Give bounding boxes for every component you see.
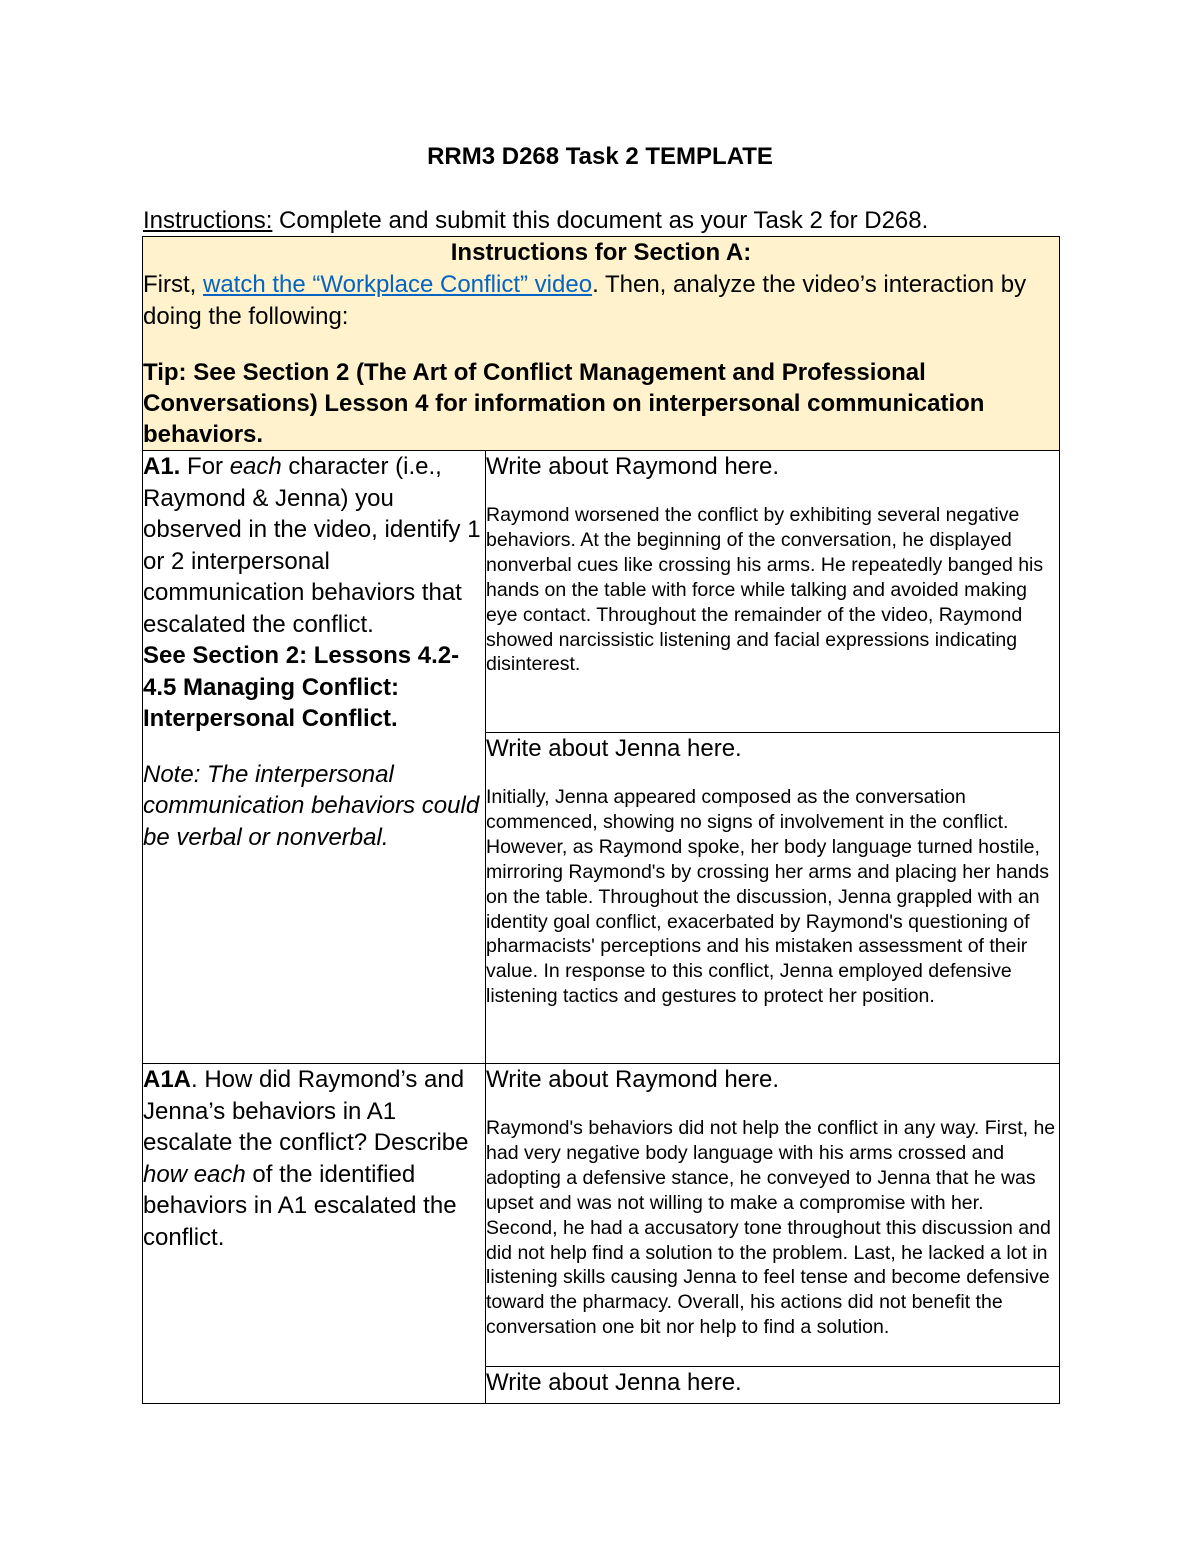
a1-question [143, 451, 485, 640]
a1a-question-text-2: of the identified behaviors in A1 escalated the conflict. [143, 1160, 457, 1251]
workplace-conflict-video-link[interactable]: watch the “Workplace Conflict” video [203, 271, 593, 298]
a1-jenna-cell[interactable] [486, 733, 1060, 1064]
a1-question-text-1: For [180, 453, 230, 480]
a1a-raymond-heading: Write about Raymond here. [486, 1066, 780, 1093]
instruction-text-end: . Then, analyze the video’s interaction by doing the following: [143, 271, 1027, 330]
a1-jenna-answer: Initially, Jenna appeared composed as the conversation commenced, showing no signs of involvement in the conflict. However, as Raymond spoke, her body language turned hostile, mirroring Raymond's by crossing her arms and placing her hands on the table. Throughout the discussion, Jenna grappled with an identity goal conflict, exacerbated by Raymond's questioning of pharmacists' perceptions and his mistaken assessment of their value. In response to this conflict, Jenna employed defensive listening tactics and gestures to protect her position. [486, 786, 1049, 1008]
a1-raymond-cell[interactable] [486, 451, 1060, 733]
instructions-line [143, 207, 1063, 235]
a1-question-text-2: character (i.e., Raymond & Jenna) you observed in the video, identify 1 or 2 interpersonal communication behaviors that escalated the conflict. [143, 453, 481, 638]
a1-jenna-heading: Write about Jenna here. [486, 735, 742, 762]
a1-question-cell [143, 451, 486, 1064]
a1a-raymond-cell[interactable] [486, 1064, 1060, 1367]
instruction-text-start: First, [143, 271, 203, 298]
section-a-instructions [143, 237, 1060, 451]
a1a-question-emphasis: how each [143, 1160, 246, 1188]
section-a-heading: Instructions for Section A: [450, 239, 752, 266]
a1-note: Note: The interpersonal communication behaviors could be verbal or nonverbal. [143, 760, 480, 851]
a1-raymond-heading: Write about Raymond here. [486, 453, 780, 480]
section-a-instruction-text [143, 269, 1059, 333]
a1a-jenna-cell[interactable] [486, 1367, 1060, 1404]
a1-question-emphasis: each [229, 453, 282, 480]
a1a-question-text-1: . How did Raymond’s and Jenna’s behaviors in A1 escalate the conflict? Describe [143, 1066, 469, 1156]
a1-raymond-answer: Raymond worsened the conflict by exhibiting several negative behaviors. At the beginning of the conversation, he displayed nonverbal cues like crossing his arms. He repeatedly banged his hands on the table with force while talking and avoided making eye contact. Throughout the remainder of the video, Raymond showed narcissistic listening and facial expressions indicating disinterest. [486, 504, 1044, 676]
a1a-label: A1A [143, 1066, 192, 1093]
a1a-jenna-heading: Write about Jenna here. [486, 1369, 742, 1396]
a1a-raymond-answer: Raymond's behaviors did not help the conflict in any way. First, he had very negative body language with his arms crossed and adopting a defensive stance, he conveyed to Jenna that he was upset and was not willing to make a compromise with her. Second, he had a accusatory tone throughout this discussion and did not help find a solution to the problem. Last, he lacked a lot in listening skills causing Jenna to feel tense and become defensive toward the pharmacy. Overall, his actions did not benefit the conversation one bit nor help to find a solution. [486, 1117, 1056, 1339]
a1a-question-cell [143, 1064, 486, 1404]
instructions-text: Complete and submit this document as your Task 2 for D268. [272, 207, 929, 234]
instructions-label: Instructions: [143, 207, 273, 234]
a1a-question [143, 1064, 485, 1253]
a1-label: A1. [143, 453, 181, 480]
task-table [142, 236, 1060, 1404]
a1-section-reference: See Section 2: Lessons 4.2-4.5 Managing Conflict: Interpersonal Conflict. [143, 642, 460, 732]
section-a-tip: Tip: See Section 2 (The Art of Conflict Management and Professional Conversations) Lesson 4 for information on interpersonal communication behaviors. [143, 359, 985, 448]
document-title: RRM3 D268 Task 2 TEMPLATE [427, 143, 773, 170]
